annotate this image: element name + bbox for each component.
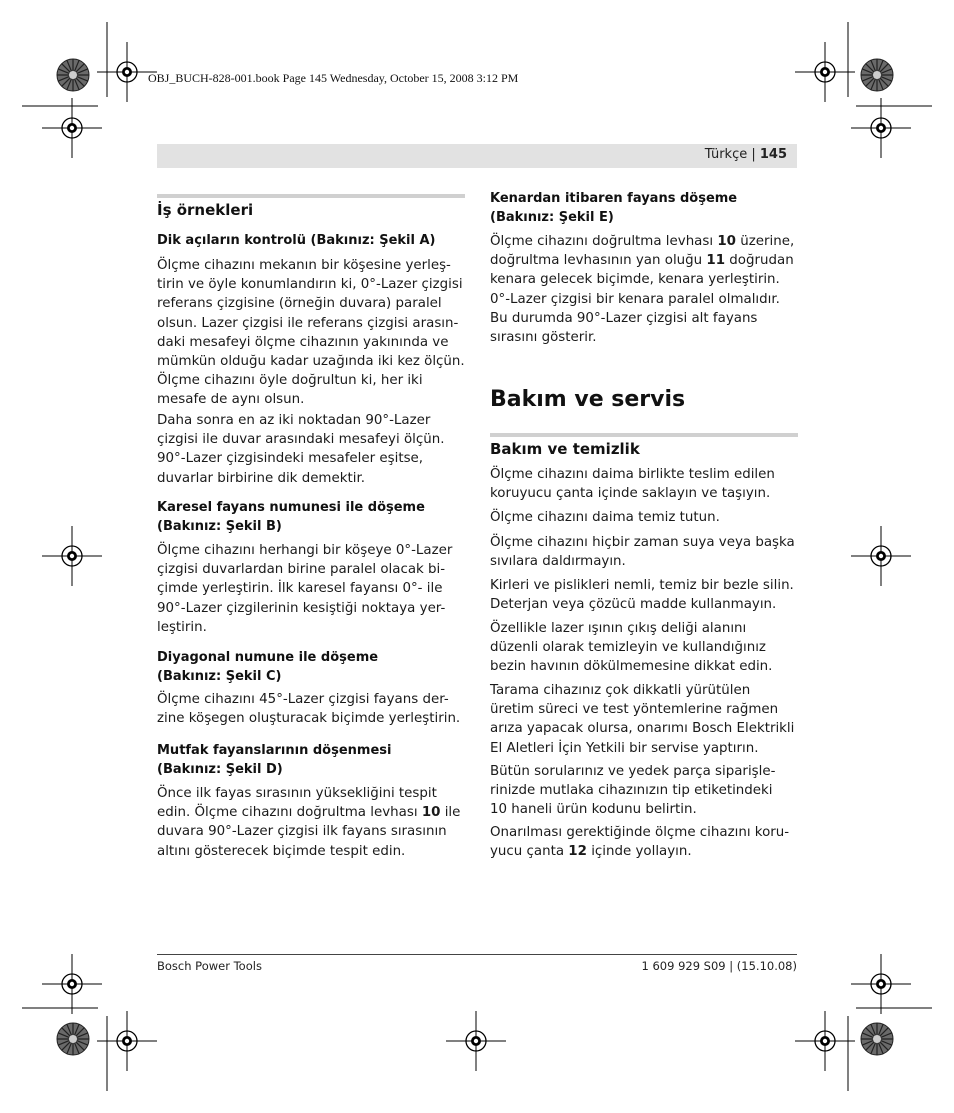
paragraph-right-angles-1: Ölçme cihazını mekanın bir köşesine yerleş- tirin ve öyle konumlandırın ki, 0°-Lazer çizgisi referans çizgisine (örneğin duvara) paralel olsun. Lazer çizgisi ile referans çizgisi arasın- daki mesafeyi ölçme cihazının yakınında ve mümkün olduğu kadar uzağında iki kez ölçün. Ölçme cihazını öyle doğrultun ki, her iki mesafe de aynı olsun. [157, 258, 465, 408]
section-title-examples: İş örnekleri [157, 201, 254, 219]
page-number: 145 [759, 147, 787, 162]
care-rule [490, 433, 798, 437]
paragraph-care-8: Onarılması gerektiğinde ölçme cihazını koru- yucu çanta 12 içinde yollayın. [490, 825, 790, 860]
paragraph-care-5: Özellikle lazer ışının çıkış deliği alanını düzenli olarak temizleyin ve kullandığınız bezin havının dökülmemesine dikkat edin. [490, 621, 773, 675]
section-rule [157, 194, 465, 198]
footer-doc-number: 1 609 929 S09 | (15.10.08) [641, 959, 797, 973]
paragraph-kitchen: Önce ilk fayas sırasının yüksekliğini tespit edin. Ölçme cihazını doğrultma levhası 10 ile duvara 90°-Lazer çizgisi ilk fayans sırasının altını gösterecek biçimde tespit edin. [157, 786, 461, 859]
paragraph-square-tiles: Ölçme cihazını herhangi bir köşeye 0°-Lazer çizgisi duvarlardan birine paralel olacak bi- çimde yerleştirin. İlk karesel fayansı 0°- ile 90°-Lazer çizgilerinin kesiştiği noktaya yer- leştirin. [157, 543, 453, 635]
subsection-title-diagonal: Diyagonal numune ile döşeme (Bakınız: Şekil C) [157, 650, 379, 684]
paragraph-right-angles-2: Daha sonra en az iki noktadan 90°-Lazer çizgisi ile duvar arasındaki mesafeyi ölçün. 90°-Lazer çizgisindeki mesafeler eşitse, duvarlar birbirine dik demektir. [157, 413, 445, 486]
print-slug: OBJ_BUCH-828-001.book Page 145 Wednesday, October 15, 2008 3:12 PM [148, 71, 519, 85]
footer-brand: Bosch Power Tools [157, 959, 262, 973]
paragraph-care-2: Ölçme cihazını daima temiz tutun. [490, 510, 720, 525]
paragraph-diagonal: Ölçme cihazını 45°-Lazer çizgisi fayans der- zine köşegen oluşturacak biçimde yerleştirin. [157, 692, 461, 727]
paragraph-care-7: Bütün sorularınız ve yedek parça siparişle- rinizde mutlaka cihazınızın tip etiketindeki 10 haneli ürün kodunu belirtin. [490, 764, 776, 818]
footer-rule [157, 954, 797, 955]
header-language: Türkçe | [704, 147, 760, 162]
chapter-title-maintenance: Bakım ve servis [490, 387, 686, 412]
paragraph-care-3: Ölçme cihazını hiçbir zaman suya veya başka sıvılara daldırmayın. [490, 535, 795, 570]
subsection-title-kitchen: Mutfak fayanslarının döşenmesi (Bakınız: Şekil D) [157, 743, 392, 777]
section-title-care: Bakım ve temizlik [490, 440, 640, 458]
subsection-title-right-angles: Dik açıların kontrolü (Bakınız: Şekil A) [157, 233, 436, 248]
subsection-title-edge-tiles: Kenardan itibaren fayans döşeme (Bakınız: Şekil E) [490, 191, 738, 225]
running-header [157, 144, 797, 168]
header-label [705, 147, 787, 162]
subsection-title-square-tiles: Karesel fayans numunesi ile döşeme (Bakınız: Şekil B) [157, 500, 425, 534]
paragraph-care-4: Kirleri ve pislikleri nemli, temiz bir bezle silin. Deterjan veya çözücü madde kullanmayın. [490, 578, 794, 613]
paragraph-edge-tiles: Ölçme cihazını doğrultma levhası 10 üzerine, doğrultma levhasının yan oluğu 11 doğrudan kenara gelecek biçimde, kenara yerleştirin. 0°-Lazer çizgisi bir kenara paralel olmalıdır. Bu durumda 90°-Lazer çizgisi alt fayans sırasını gösterir. [490, 234, 795, 346]
paragraph-care-1: Ölçme cihazını daima birlikte teslim edilen koruyucu çanta içinde saklayın ve taşıyın. [490, 467, 775, 502]
paragraph-care-6: Tarama cihazınız çok dikkatli yürütülen üretim süreci ve test yöntemlerine rağmen arıza yapacak olursa, onarımı Bosch Elektrikli El Aletleri İçin Yetkili bir servise yaptırın. [490, 683, 795, 756]
